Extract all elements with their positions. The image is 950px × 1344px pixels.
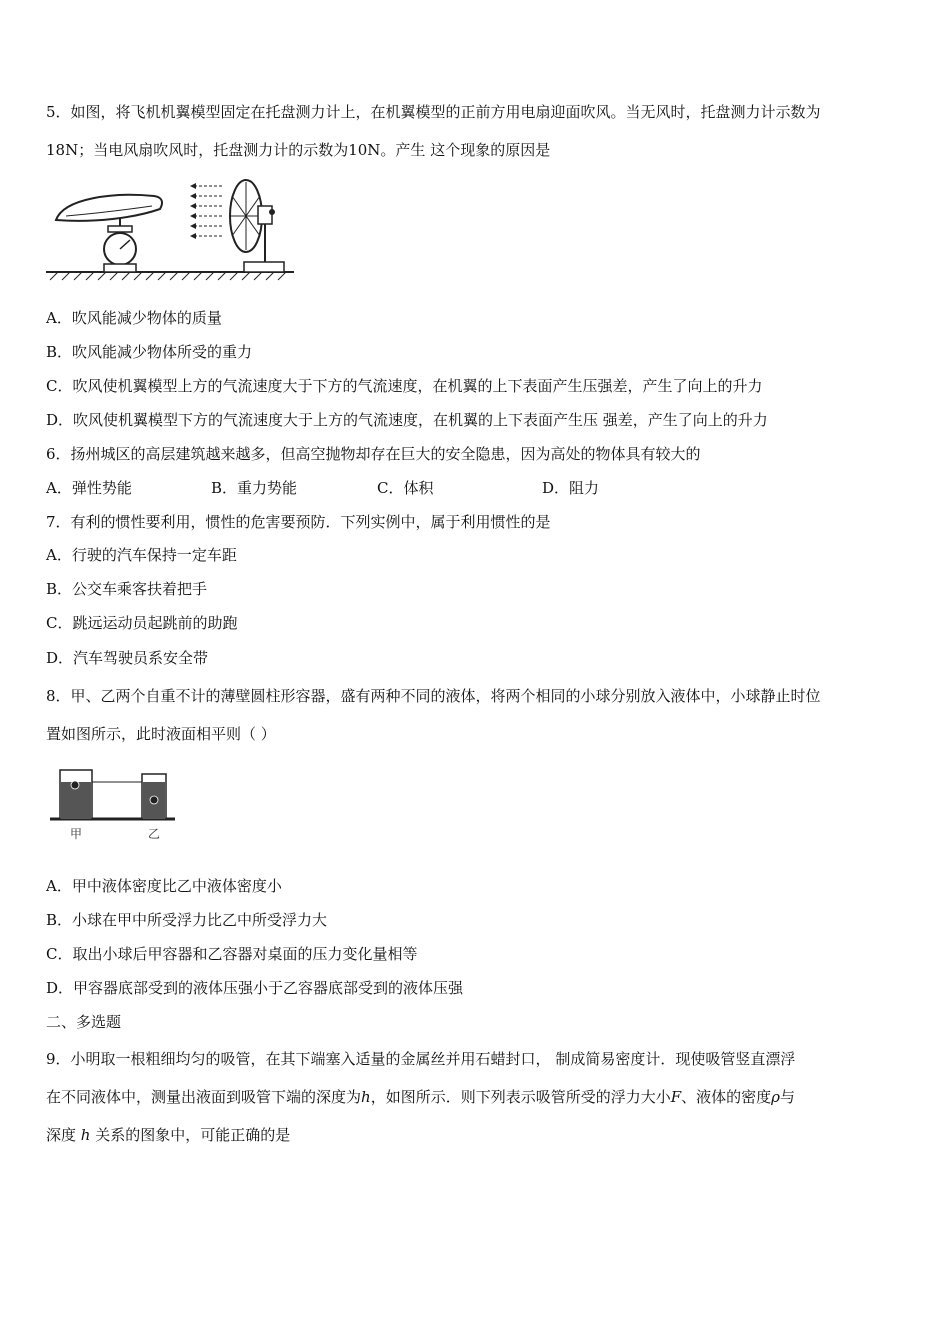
q7-option-a: A．行驶的汽车保持一定车距 bbox=[46, 546, 237, 564]
ball-jia bbox=[71, 781, 79, 789]
q8-stem-line1: 8．甲、乙两个自重不计的薄壁圆柱形容器，盛有两种不同的液体，将两个相同的小球分别放入液体中，小球静止时位 bbox=[46, 687, 821, 705]
q5-option-c: C．吹风使机翼模型上方的气流速度大于下方的气流速度，在机翼的上下表面产生压强差，产生了向上的升力 bbox=[46, 377, 763, 395]
q8-option-c: C．取出小球后甲容器和乙容器对桌面的压力变化量相等 bbox=[46, 945, 418, 963]
ball-yi bbox=[150, 796, 158, 804]
label-yi: 乙 bbox=[148, 827, 161, 841]
q5-option-b: B．吹风能减少物体所受的重力 bbox=[46, 343, 253, 361]
q9-stem-line3: 深度 h 关系的图象中，可能正确的是 bbox=[46, 1126, 291, 1144]
q6-option-c: C．体积 bbox=[377, 479, 434, 497]
q7-stem: 7．有利的惯性要利用，惯性的危害要预防．下列实例中，属于利用惯性的是 bbox=[46, 513, 551, 531]
q8-option-a: A．甲中液体密度比乙中液体密度小 bbox=[46, 877, 282, 895]
q6-option-d: D．阻力 bbox=[542, 479, 600, 497]
q8-option-d: D．甲容器底部受到的液体压强小于乙容器底部受到的液体压强 bbox=[46, 979, 464, 997]
q5-stem-line1: 5．如图，将飞机机翼模型固定在托盘测力计上，在机翼模型的正前方用电扇迎面吹风。当无风时，托盘测力计示数为 bbox=[46, 103, 821, 121]
q6-stem: 6．扬州城区的高层建筑越来越多，但高空抛物却存在巨大的安全隐患，因为高处的物体具有较大的 bbox=[46, 445, 701, 463]
q5-stem-line2: 18N；当电风扇吹风时，托盘测力计的示数为10N。产生 这个现象的原因是 bbox=[46, 141, 551, 159]
q7-option-c: C．跳远运动员起跳前的助跑 bbox=[46, 614, 238, 632]
airfoil-wing bbox=[56, 195, 162, 221]
containers-figure bbox=[50, 762, 180, 842]
section-title-multi-choice: 二、多选题 bbox=[46, 1013, 122, 1031]
label-jia: 甲 bbox=[70, 827, 83, 841]
q9-stem-line2: 在不同液体中，测量出液面到吸管下端的深度为h，如图所示．则下列表示吸管所受的浮力大小F、液体的密度ρ与 bbox=[46, 1088, 795, 1106]
q8-stem-line2: 置如图所示，此时液面相平则（ ） bbox=[46, 725, 276, 743]
q6-option-a: A．弹性势能 bbox=[46, 479, 132, 497]
q7-option-b: B．公交车乘客扶着把手 bbox=[46, 580, 208, 598]
q5-option-d: D．吹风使机翼模型下方的气流速度大于上方的气流速度，在机翼的上下表面产生压 强差，产生了向上的升力 bbox=[46, 411, 768, 429]
q8-option-b: B．小球在甲中所受浮力比乙中所受浮力大 bbox=[46, 911, 328, 929]
q9-stem-line1: 9．小明取一根粗细均匀的吸管，在其下端塞入适量的金属丝并用石蜡封口， 制成简易密度计．现使吸管竖直漂浮 bbox=[46, 1050, 796, 1068]
q6-options bbox=[46, 478, 746, 498]
q6-option-b: B．重力势能 bbox=[211, 479, 298, 497]
q5-option-a: A．吹风能减少物体的质量 bbox=[46, 309, 222, 327]
q7-option-d: D．汽车驾驶员系安全带 bbox=[46, 649, 209, 667]
airfoil-fan-figure bbox=[44, 176, 296, 284]
